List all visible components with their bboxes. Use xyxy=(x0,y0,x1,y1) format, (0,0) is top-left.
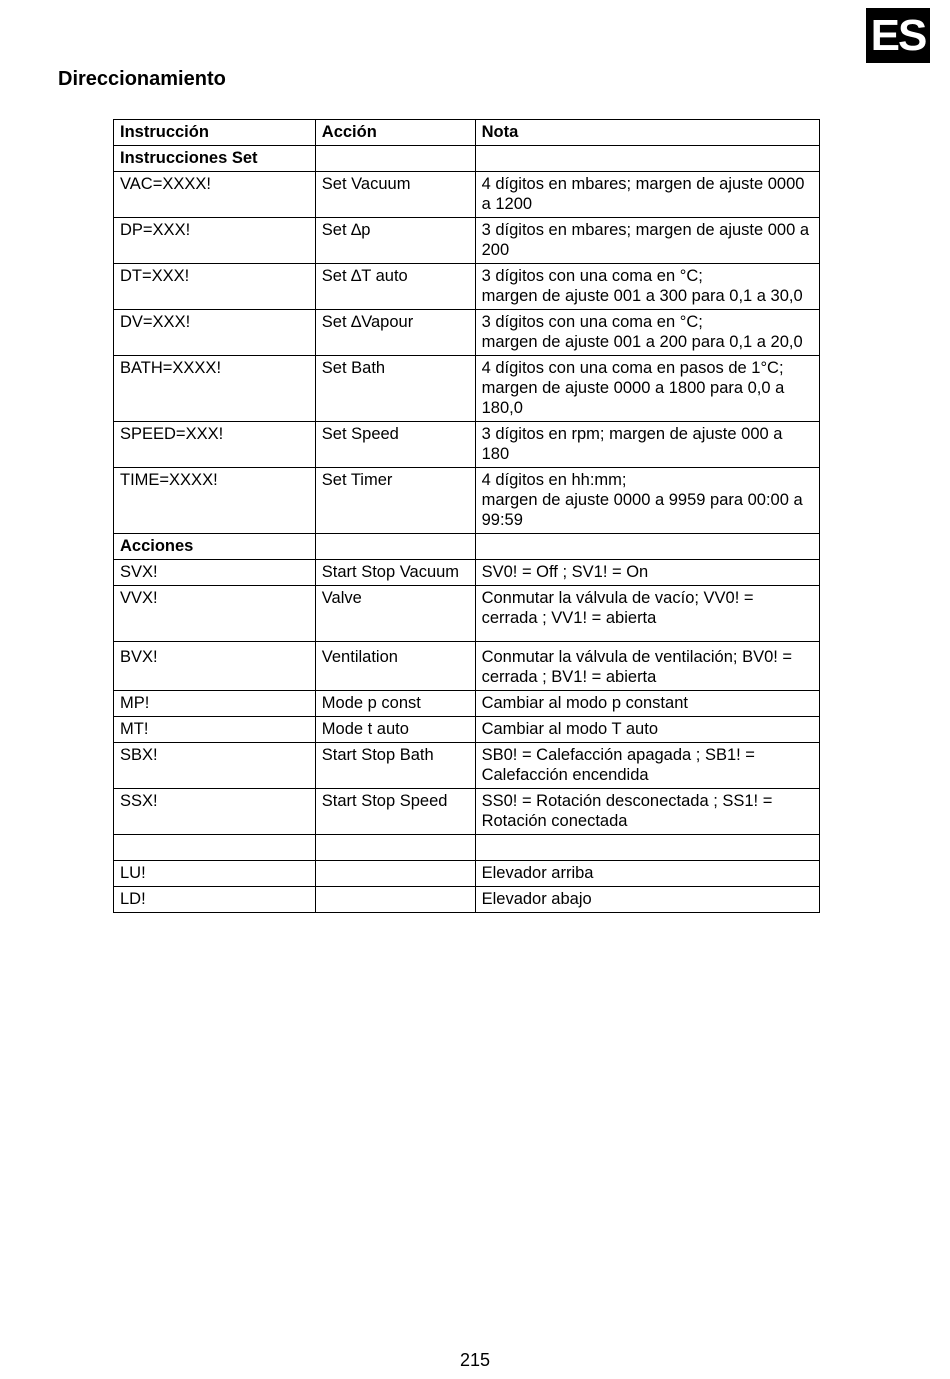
cell-nota: 4 dígitos en hh:mm; margen de ajuste 0000 a 9959 para 00:00 a 99:59 xyxy=(475,468,819,534)
cell-accion: Mode p const xyxy=(315,691,475,717)
table-row xyxy=(114,586,820,642)
table-row xyxy=(114,468,820,534)
cell-instruccion: SPEED=XXX! xyxy=(114,422,316,468)
cell-instruccion: BVX! xyxy=(114,642,316,691)
cell-accion xyxy=(315,835,475,861)
table-row xyxy=(114,861,820,887)
cell-nota: SB0! = Calefacción apagada ; SB1! = Calefacción encendida xyxy=(475,743,819,789)
cell-accion: Valve xyxy=(315,586,475,642)
cell-nota: SS0! = Rotación desconectada ; SS1! = Rotación conectada xyxy=(475,789,819,835)
cell-nota: 3 dígitos con una coma en °C; margen de ajuste 001 a 300 para 0,1 a 30,0 xyxy=(475,264,819,310)
table-row xyxy=(114,172,820,218)
cell-nota xyxy=(475,146,819,172)
table-row xyxy=(114,422,820,468)
cell-instruccion: SBX! xyxy=(114,743,316,789)
cell-accion xyxy=(315,861,475,887)
table-row xyxy=(114,560,820,586)
cell-accion: Start Stop Vacuum xyxy=(315,560,475,586)
cell-accion: Ventilation xyxy=(315,642,475,691)
cell-accion: Set Vacuum xyxy=(315,172,475,218)
cell-instruccion: LU! xyxy=(114,861,316,887)
cell-instruccion: VAC=XXXX! xyxy=(114,172,316,218)
header-nota: Nota xyxy=(475,120,819,146)
cell-accion: Set Bath xyxy=(315,356,475,422)
cell-nota: Cambiar al modo p constant xyxy=(475,691,819,717)
cell-nota: Cambiar al modo T auto xyxy=(475,717,819,743)
cell-instruccion: DT=XXX! xyxy=(114,264,316,310)
cell-accion: Start Stop Speed xyxy=(315,789,475,835)
cell-instruccion: TIME=XXXX! xyxy=(114,468,316,534)
cell-instruccion: Instrucciones Set xyxy=(114,146,316,172)
section-title: Direccionamiento xyxy=(58,68,226,90)
cell-nota: Conmutar la válvula de vacío; VV0! = cerrada ; VV1! = abierta xyxy=(475,586,819,642)
cell-accion: Set Timer xyxy=(315,468,475,534)
table-row xyxy=(114,264,820,310)
cell-instruccion: LD! xyxy=(114,887,316,913)
table-row xyxy=(114,691,820,717)
table-header-row xyxy=(114,120,820,146)
table-group-row xyxy=(114,146,820,172)
table-empty-row xyxy=(114,835,820,861)
cell-nota: 3 dígitos con una coma en °C; margen de ajuste 001 a 200 para 0,1 a 20,0 xyxy=(475,310,819,356)
cell-instruccion: BATH=XXXX! xyxy=(114,356,316,422)
table-row xyxy=(114,310,820,356)
cell-instruccion: MP! xyxy=(114,691,316,717)
command-table xyxy=(113,119,820,913)
table-row xyxy=(114,887,820,913)
table-row xyxy=(114,743,820,789)
cell-nota: Elevador arriba xyxy=(475,861,819,887)
cell-accion xyxy=(315,146,475,172)
table-row xyxy=(114,642,820,691)
cell-nota: Conmutar la válvula de ventilación; BV0! = cerrada ; BV1! = abierta xyxy=(475,642,819,691)
header-accion: Acción xyxy=(315,120,475,146)
cell-nota xyxy=(475,534,819,560)
table-group-row xyxy=(114,534,820,560)
cell-instruccion: MT! xyxy=(114,717,316,743)
language-badge: ES xyxy=(866,8,930,63)
cell-accion: Start Stop Bath xyxy=(315,743,475,789)
cell-instruccion: DV=XXX! xyxy=(114,310,316,356)
cell-nota: 3 dígitos en mbares; margen de ajuste 000 a 200 xyxy=(475,218,819,264)
cell-accion: Mode t auto xyxy=(315,717,475,743)
cell-instruccion: DP=XXX! xyxy=(114,218,316,264)
cell-nota: 3 dígitos en rpm; margen de ajuste 000 a 180 xyxy=(475,422,819,468)
table-row xyxy=(114,218,820,264)
cell-accion: Set Speed xyxy=(315,422,475,468)
page-number: 215 xyxy=(459,1350,491,1370)
cell-accion: Set ∆Vapour xyxy=(315,310,475,356)
cell-nota: Elevador abajo xyxy=(475,887,819,913)
cell-accion: Set ∆T auto xyxy=(315,264,475,310)
cell-nota: 4 dígitos con una coma en pasos de 1°C; margen de ajuste 0000 a 1800 para 0,0 a 180,0 xyxy=(475,356,819,422)
cell-nota: 4 dígitos en mbares; margen de ajuste 0000 a 1200 xyxy=(475,172,819,218)
table-row xyxy=(114,717,820,743)
cell-instruccion: SSX! xyxy=(114,789,316,835)
cell-nota xyxy=(475,835,819,861)
header-instruccion: Instrucción xyxy=(114,120,316,146)
cell-instruccion: VVX! xyxy=(114,586,316,642)
table-row xyxy=(114,789,820,835)
cell-accion xyxy=(315,534,475,560)
cell-accion xyxy=(315,887,475,913)
cell-instruccion xyxy=(114,835,316,861)
cell-instruccion: SVX! xyxy=(114,560,316,586)
cell-instruccion: Acciones xyxy=(114,534,316,560)
cell-nota: SV0! = Off ; SV1! = On xyxy=(475,560,819,586)
cell-accion: Set ∆p xyxy=(315,218,475,264)
table-row xyxy=(114,356,820,422)
